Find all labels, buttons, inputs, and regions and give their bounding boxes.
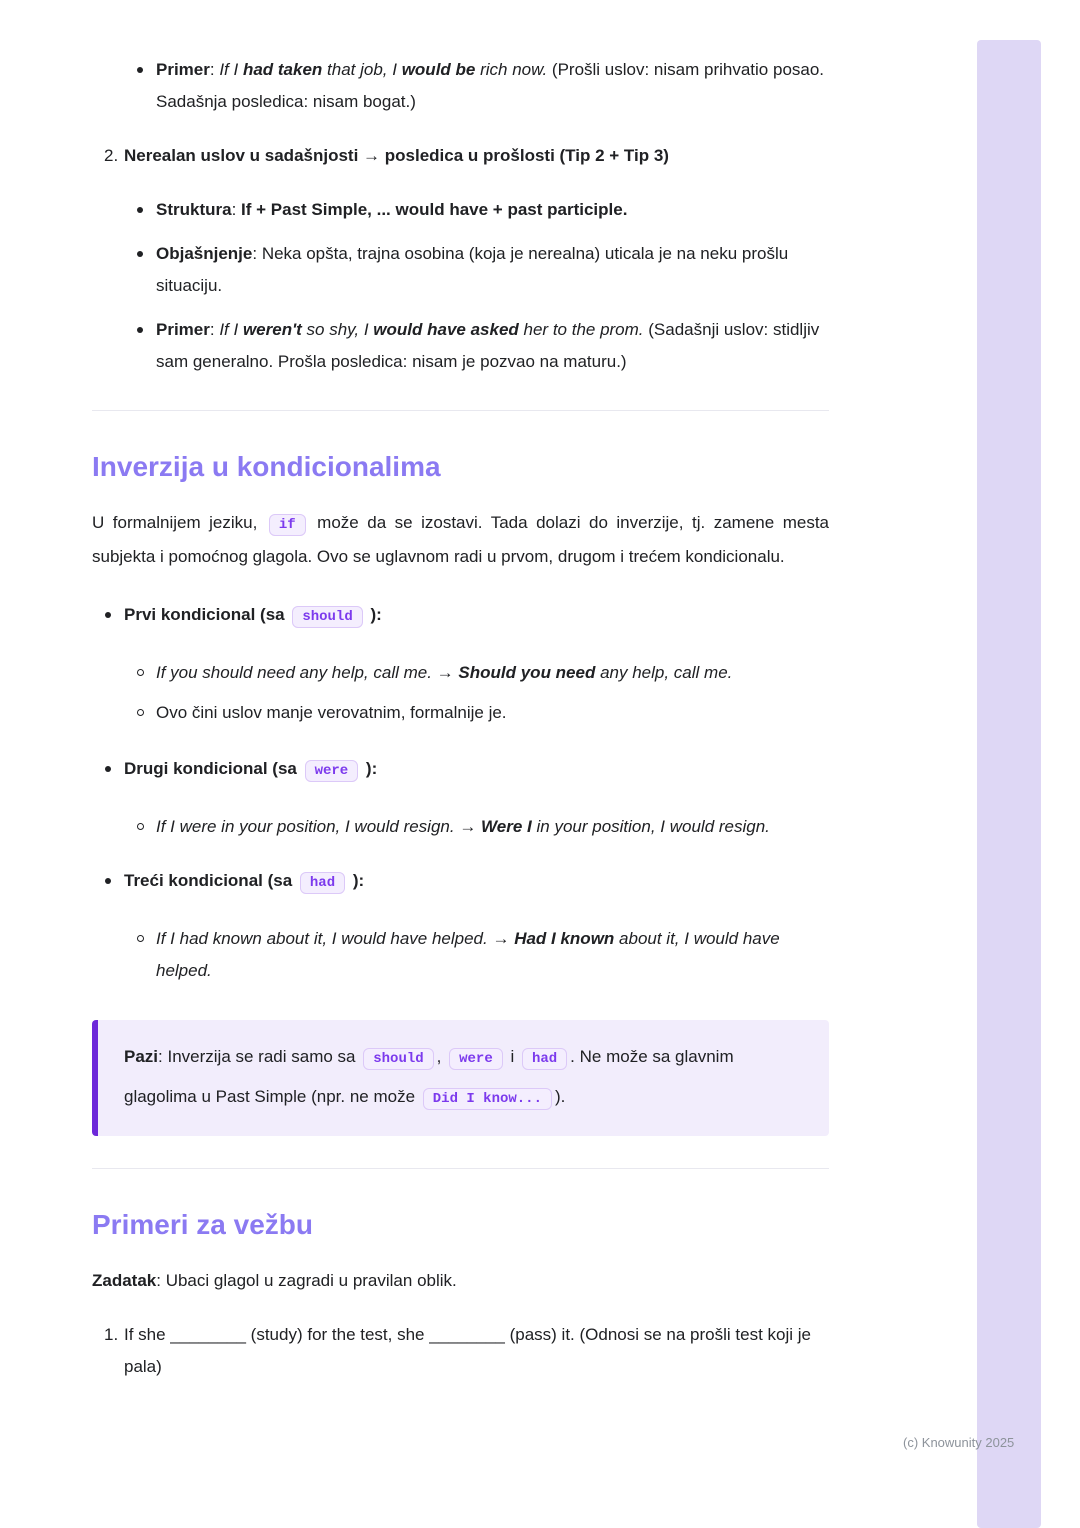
list-item-rule-2 <box>104 140 829 172</box>
text-segment: Prvi kondicional (sa <box>124 605 290 624</box>
text-segment: would have asked <box>373 320 519 339</box>
text-segment: If I <box>219 320 243 339</box>
inline-code-chip: were <box>449 1048 503 1070</box>
text-segment: that job, I <box>322 60 402 79</box>
text-segment: ): <box>365 605 382 624</box>
text-segment: had taken <box>242 60 323 79</box>
inline-code-chip: should <box>363 1048 433 1070</box>
bullet-marker <box>104 753 124 787</box>
text-segment: : Inverzija se radi samo sa <box>158 1047 361 1066</box>
text-segment: If you should need any help, call me. <box>156 663 432 682</box>
text-segment: Primer <box>156 320 210 339</box>
circle-marker <box>136 811 156 843</box>
text-segment: (Prošli uslov: nisam prihvatio posao. Sadašnja posledica: nisam bogat.) <box>156 60 825 111</box>
text-segment: If I had known about it, I would have helped. <box>156 929 488 948</box>
text-segment: Drugi kondicional (sa <box>124 759 302 778</box>
bullet-marker <box>104 865 124 899</box>
bullet-marker <box>136 238 156 302</box>
text-segment: → <box>454 817 482 836</box>
text-segment: Treći kondicional (sa <box>124 871 297 890</box>
text-segment: ): <box>361 759 378 778</box>
text-segment: : <box>209 60 220 79</box>
list-item-text <box>156 238 829 302</box>
inline-code-chip: should <box>292 606 362 628</box>
list-item-text <box>156 697 829 729</box>
inline-code-chip: had <box>300 872 345 894</box>
text-segment: : <box>209 320 220 339</box>
text-segment: would be <box>401 60 476 79</box>
list-item-text <box>124 753 829 787</box>
list-item-text <box>156 811 829 843</box>
text-segment: Were I <box>481 817 532 836</box>
list-item-prvi-kondicional <box>104 599 829 633</box>
list-item-treci-kondicional <box>104 865 829 899</box>
text-segment: weren't <box>242 320 302 339</box>
list-item-text <box>124 140 829 172</box>
list-item-treci-example <box>136 923 829 987</box>
list-item-primer-tip2 <box>136 314 829 378</box>
text-segment: Nerealan uslov u sadašnjosti → posledica u prošlosti (Tip 2 + Tip 3) <box>124 146 669 165</box>
text-segment: . Ne može sa glavnim glagolima u Past Simple (npr. ne može <box>124 1047 734 1106</box>
text-segment: → <box>431 663 459 682</box>
text-segment: If she ________ (study) for the test, she ________ (pass) it. (Odnosi se na prošli test koji je pala) <box>124 1325 811 1376</box>
inline-code-chip: had <box>522 1048 567 1070</box>
paragraph-inverzija-intro <box>92 507 829 573</box>
list-item-text <box>156 657 829 689</box>
document-body <box>92 54 829 1383</box>
list-item-struktura <box>136 194 829 226</box>
text-segment: : Ubaci glagol u zagradi u pravilan oblik. <box>156 1271 457 1290</box>
inline-code-chip: if <box>269 514 306 536</box>
circle-marker <box>136 923 156 987</box>
number-marker: 1. <box>104 1325 119 1344</box>
paragraph-zadatak <box>92 1265 829 1297</box>
text-segment: Pazi <box>124 1047 159 1066</box>
text-segment: → <box>487 929 515 948</box>
list-item-primer-tip3 <box>136 54 829 118</box>
text-segment: i <box>505 1047 519 1066</box>
heading-inverzija: Inverzija u kondicionalima <box>92 451 441 482</box>
text-segment: : Neka opšta, trajna osobina (koja je nerealna) uticala je na neku prošlu situaciju. <box>156 244 789 295</box>
section-divider <box>92 410 829 411</box>
text-segment: in your position, I would resign. <box>531 817 770 836</box>
section-divider <box>92 1168 829 1169</box>
text-segment: , <box>436 1047 447 1066</box>
callout-text <box>124 1038 803 1118</box>
text-segment: Primer <box>156 60 210 79</box>
text-segment: her to the prom. <box>518 320 644 339</box>
text-segment: If I <box>219 60 243 79</box>
bullet-marker <box>104 599 124 633</box>
text-segment: (Sadašnji uslov: stidljiv sam generalno. Prošla posledica: nisam je pozvao na maturu.) <box>156 320 820 371</box>
text-segment: ): <box>348 871 365 890</box>
list-item-exercise-1 <box>104 1319 829 1383</box>
list-item-prvi-note <box>136 697 829 729</box>
list-item-text <box>124 1319 829 1383</box>
list-item-text <box>156 194 829 226</box>
bullet-marker <box>136 314 156 378</box>
text-segment: If I were in your position, I would resign. <box>156 817 455 836</box>
list-item-text <box>124 599 829 633</box>
list-item-objasnjenje <box>136 238 829 302</box>
text-segment: about it, I would have helped. <box>156 929 780 980</box>
inline-code-chip: were <box>305 760 359 782</box>
text-segment: Zadatak <box>92 1271 157 1290</box>
text-segment: Should you need <box>458 663 596 682</box>
text-segment: Had I known <box>514 929 615 948</box>
text-segment: : <box>231 200 242 219</box>
bullet-marker <box>136 54 156 118</box>
list-item-text <box>156 314 829 378</box>
list-item-prvi-example <box>136 657 829 689</box>
text-segment: rich now. <box>475 60 548 79</box>
list-item-text <box>156 923 829 987</box>
list-item-text <box>124 865 829 899</box>
list-item-drugi-kondicional <box>104 753 829 787</box>
text-segment: Struktura <box>156 200 232 219</box>
scrollbar-track[interactable] <box>977 40 1041 1528</box>
circle-marker <box>136 657 156 689</box>
text-segment: ). <box>554 1087 566 1106</box>
heading-primeri-za-vezbu: Primeri za vežbu <box>92 1209 313 1240</box>
list-item-drugi-example <box>136 811 829 843</box>
text-segment: so shy, I <box>301 320 374 339</box>
text-segment: može da se izostavi. Tada dolazi do inverzije, tj. zamene mesta subjekta i pomoćnog glagola. Ovo se uglavnom radi u prvom, drugom i trećem kondicionalu. <box>92 513 829 566</box>
list-item-text <box>156 54 829 118</box>
circle-marker <box>136 697 156 729</box>
warning-callout <box>92 1020 829 1136</box>
text-segment: If + Past Simple, ... would have + past participle. <box>241 200 628 219</box>
copyright-watermark: (c) Knowunity 2025 <box>903 1435 1015 1450</box>
text-segment: Objašnjenje <box>156 244 253 263</box>
text-segment: Ovo čini uslov manje verovatnim, formalnije je. <box>156 703 507 722</box>
text-segment: U formalnijem jeziku, <box>92 513 266 532</box>
inline-code-chip: Did I know... <box>423 1088 552 1110</box>
number-marker: 2. <box>104 146 119 165</box>
bullet-marker <box>136 194 156 226</box>
text-segment: any help, call me. <box>595 663 733 682</box>
